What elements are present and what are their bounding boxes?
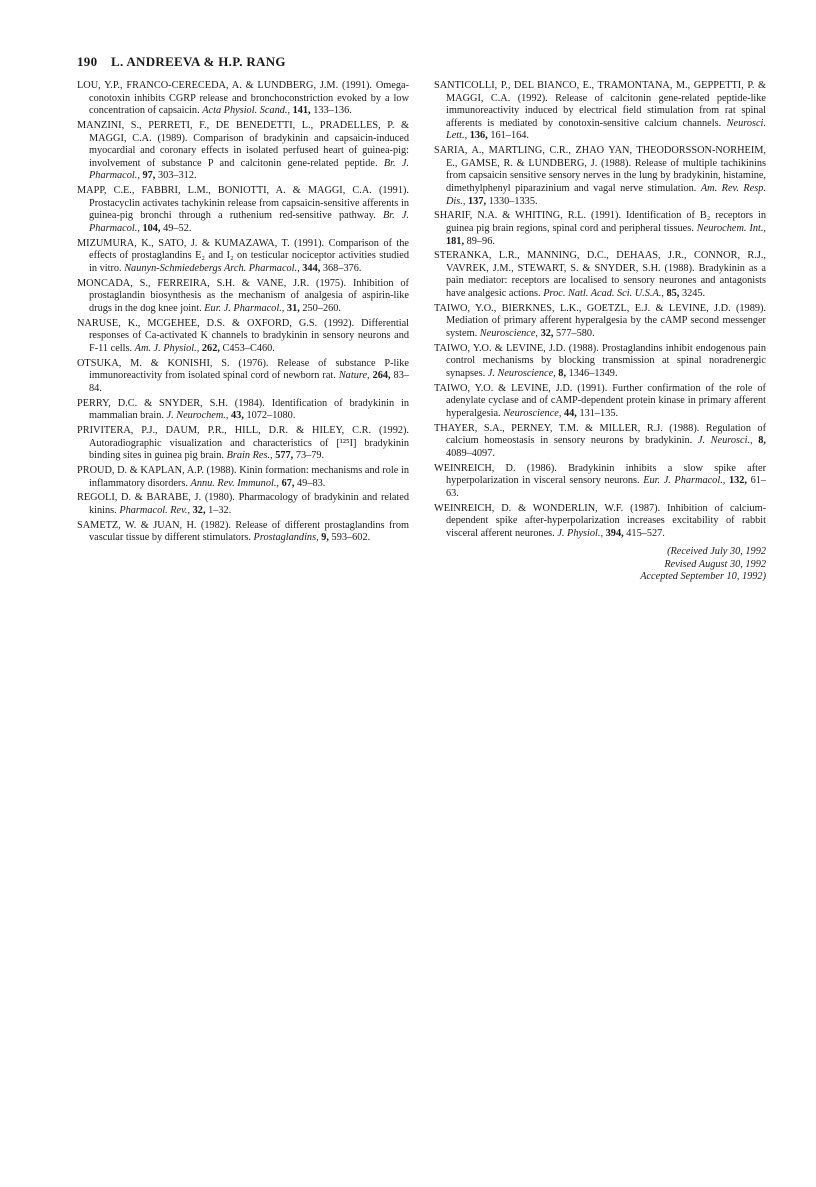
reference-pages: 1–32. bbox=[208, 504, 232, 516]
reference-volume: 132, bbox=[728, 475, 747, 487]
reference-authors: MANZINI, S., PERRETI, F., DE BENEDETTI, L., PRADELLES, P. & MAGGI, C.A. (1989). bbox=[77, 119, 409, 144]
reference-volume: 262, bbox=[201, 342, 220, 354]
reference-title: Prostacyclin activates tachykinin release from capsaicin-sensitive afferents in guinea-pig bronchi through a ruthenium red-sensitive pathway. bbox=[89, 197, 409, 222]
reference-title: Regulation of calcium homeostasis in sensory neurons by bradykinin. bbox=[446, 422, 766, 447]
reference-title: Identification of B₂ receptors in guinea pig brain regions, spinal cord and peripheral tissues. bbox=[446, 210, 767, 234]
reference-journal: Pharmacol. Rev., bbox=[119, 504, 191, 516]
reference-title: Release of substance P-like immunoreactivity from isolated spinal cord of newborn rat. bbox=[89, 357, 409, 382]
reference-title: Omega-conotoxin inhibits CGRP release and bronchoconstriction evoked by a low concentration of capsaicin. bbox=[89, 80, 409, 117]
reference-pages: 415–527. bbox=[626, 527, 665, 539]
page-number: 190 bbox=[77, 54, 98, 69]
reference-journal: J. Neurochem., bbox=[166, 410, 229, 422]
reference-title: Bradykinin as a pain mediator: receptors are localised to sensory neurones and antagonists have analgesic actions. bbox=[446, 262, 766, 300]
reference-authors: TAIWO, Y.O., BIERKNES, L.K., GOETZL, E.J. & LEVINE, J.D. (1989). bbox=[434, 302, 766, 314]
reference-journal: Neurochem. Int., bbox=[696, 222, 766, 234]
reference-title: Mediation of primary afferent hyperalgesia by the cAMP second messenger system. bbox=[446, 315, 766, 340]
reference-volume: 67, bbox=[281, 477, 295, 489]
reference-pages: 83–84. bbox=[89, 370, 409, 394]
reference-volume: 44, bbox=[564, 407, 577, 419]
reference-pages: 1072–1080. bbox=[246, 410, 296, 422]
reference-volume: 8, bbox=[758, 435, 767, 447]
reference-title: Comparison of bradykinin and capsaicin-induced myocardial and coronary effects in isolated perfused heart of guinea-pig: involvement of substance P and calcitonin gene-related peptide. bbox=[89, 132, 409, 169]
reference-entry bbox=[77, 492, 409, 517]
reference-journal: Neuroscience, bbox=[479, 328, 538, 340]
reference-entry bbox=[434, 463, 766, 501]
reference-entry bbox=[434, 503, 766, 541]
reference-authors: REGOLI, D. & BARABE, J. (1980). bbox=[77, 492, 235, 504]
reference-journal: Proc. Natl. Acad. Sci. U.S.A., bbox=[543, 288, 664, 300]
reference-volume: 8, bbox=[558, 368, 567, 379]
reference-pages: 133–136. bbox=[313, 105, 352, 117]
reference-pages: 49–83. bbox=[297, 477, 326, 489]
running-title: L. ANDREEVA & H.P. RANG bbox=[110, 54, 286, 69]
reference-volume: 97, bbox=[142, 170, 156, 182]
reference-pages: 577–580. bbox=[556, 328, 595, 340]
reference-pages: 89–96. bbox=[466, 235, 495, 247]
reference-entry bbox=[77, 318, 409, 356]
reference-pages: 303–312. bbox=[157, 170, 197, 182]
reference-title: Release of multiple tachikinins from capsaicin sensitive sensory nerves in the lung by bradykinin, histamine, dimethylphenyl piparazinium and vagal nerve stimulation. bbox=[446, 157, 766, 194]
reference-entry bbox=[434, 303, 766, 341]
reference-journal: Br. J. Pharmacol., bbox=[89, 210, 410, 234]
reference-volume: 136, bbox=[469, 130, 488, 142]
reference-authors: PROUD, D. & KAPLAN, A.P. (1988). bbox=[77, 464, 237, 476]
reference-volume: 141, bbox=[292, 105, 311, 117]
reference-pages: 593–602. bbox=[331, 532, 371, 544]
reference-entry bbox=[77, 398, 409, 423]
reference-authors: TAIWO, Y.O. & LEVINE, J.D. (1991). bbox=[434, 382, 608, 394]
reference-volume: 264, bbox=[372, 370, 391, 382]
reference-volume: 9, bbox=[321, 532, 329, 544]
accepted-date: Accepted September 10, 1992) bbox=[640, 571, 766, 583]
reference-journal: Annu. Rev. Immunol., bbox=[190, 477, 279, 489]
reference-journal: Prostaglandins, bbox=[253, 532, 319, 544]
reference-volume: 31, bbox=[286, 302, 300, 314]
reference-authors: WEINREICH, D. (1986). bbox=[434, 462, 557, 474]
reference-title: Prostaglandins inhibit endogenous pain control mechanisms by blocking transmission at spinal noradrenergic synapses. bbox=[446, 342, 766, 379]
reference-pages: 4089–4097. bbox=[446, 447, 495, 459]
reference-title: Release of different prostaglandins from vascular tissue by different stimulators. bbox=[89, 519, 409, 544]
reference-journal: Neurosci. Lett., bbox=[446, 117, 766, 142]
reference-journal: Eur. J. Pharmacol., bbox=[204, 302, 285, 314]
reference-journal: J. Physiol., bbox=[557, 527, 604, 539]
reference-entry bbox=[77, 520, 409, 545]
reference-volume: 32, bbox=[540, 328, 554, 340]
reference-journal: J. Neurosci., bbox=[697, 435, 753, 447]
reference-authors: PRIVITERA, P.J., DAUM, P.R., HILL, D.R. & HILEY, C.R. (1992). bbox=[77, 424, 409, 436]
reference-entry bbox=[434, 383, 766, 421]
reference-volume: 32, bbox=[192, 504, 206, 516]
reference-title: Inhibition of prostaglandin biosynthesis as the mechanism of analgesia of aspirin-like drugs in the dog knee joint. bbox=[89, 277, 409, 314]
reference-volume: 344, bbox=[302, 262, 321, 274]
reference-entry bbox=[77, 278, 409, 316]
reference-journal: Acta Physiol. Scand., bbox=[202, 105, 291, 117]
reference-authors: THAYER, S.A., PERNEY, T.M. & MILLER, R.J. (1988). bbox=[434, 422, 700, 434]
reference-authors: MONCADA, S., FERREIRA, S.H. & VANE, J.R. (1975). bbox=[77, 277, 347, 289]
reference-authors: SANTICOLLI, P., DEL BIANCO, E., TRAMONTANA, M., GEPPETTI, P. & MAGGI, C.A. (1992). bbox=[434, 80, 766, 104]
reference-entry bbox=[434, 423, 766, 461]
reference-entry bbox=[77, 238, 409, 276]
reference-pages: 131–135. bbox=[579, 407, 619, 419]
reference-pages: 161–164. bbox=[490, 130, 529, 142]
reference-pages: 3245. bbox=[681, 288, 706, 300]
reference-pages: 368–376. bbox=[322, 262, 362, 274]
reference-title: Identification of bradykinin in mammalian brain. bbox=[89, 397, 410, 422]
reference-title: Kinin formation: mechanisms and role in inflammatory disorders. bbox=[89, 464, 409, 489]
reference-volume: 104, bbox=[142, 222, 161, 234]
reference-column-left bbox=[77, 80, 409, 547]
reference-journal: J. Neuroscience, bbox=[487, 368, 556, 379]
reference-entry bbox=[77, 120, 409, 183]
reference-entry bbox=[77, 465, 409, 490]
reference-title: Further confirmation of the role of adenylate cyclase and of cAMP-dependent protein kinase in primary afferent hyperalgesia. bbox=[446, 382, 766, 419]
reference-entry bbox=[434, 80, 766, 143]
revised-date: Revised August 30, 1992 bbox=[664, 558, 766, 570]
reference-pages: 49–52. bbox=[163, 222, 192, 234]
received-dates bbox=[560, 546, 766, 584]
reference-authors: PERRY, D.C. & SNYDER, S.H. (1984). bbox=[77, 397, 265, 409]
reference-journal: Eur. J. Pharmacol., bbox=[643, 475, 726, 487]
reference-authors: SARIA, A., MARTLING, C.R., ZHAO YAN, THEODORSSON-NORHEIM, E., GAMSE, R. & LUNDBERG, J. (1988). bbox=[434, 145, 766, 169]
reference-title: Pharmacology of bradykinin and related kinins. bbox=[89, 492, 409, 516]
reference-volume: 577, bbox=[275, 450, 294, 462]
reference-entry bbox=[77, 425, 409, 463]
reference-pages: 250–260. bbox=[302, 302, 341, 314]
reference-pages: 73–79. bbox=[295, 450, 325, 462]
reference-authors: NARUSE, K., MCGEHEE, D.S. & OXFORD, G.S. (1992). bbox=[77, 317, 355, 329]
reference-volume: 43, bbox=[231, 410, 244, 422]
reference-authors: OTSUKA, M. & KONISHI, S. (1976). bbox=[77, 357, 269, 369]
reference-entry bbox=[434, 343, 766, 381]
received-date: (Received July 30, 1992 bbox=[667, 546, 766, 557]
reference-authors: SAMETZ, W. & JUAN, H. (1982). bbox=[77, 519, 231, 531]
reference-column-right bbox=[434, 80, 766, 543]
reference-title: Comparison of the effects of prostaglandins E₂ and I₂ on testicular nociceptor activities studied in vitro. bbox=[89, 237, 409, 274]
reference-journal: Nature, bbox=[338, 370, 370, 382]
reference-entry bbox=[77, 185, 409, 235]
reference-entry bbox=[434, 250, 766, 300]
reference-authors: STERANKA, L.R., MANNING, D.C., DEHAAS, J.R., CONNOR, R.J., VAVREK, J.M., STEWART, S. & SNYDER, S.H. (1988). bbox=[434, 250, 766, 274]
reference-authors: SHARIF, N.A. & WHITING, R.L. (1991). bbox=[434, 210, 622, 222]
reference-journal: Brain Res., bbox=[226, 450, 273, 462]
reference-journal: Br. J. Pharmacol., bbox=[89, 157, 410, 182]
reference-volume: 394, bbox=[605, 527, 624, 539]
reference-journal: Am. Rev. Resp. Dis., bbox=[446, 182, 766, 207]
reference-authors: MAPP, C.E., FABBRI, L.M., BONIOTTI, A. & MAGGI, C.A. (1991). bbox=[77, 185, 409, 197]
reference-title: Inhibition of calcium-dependent spike after-hyperpolarization increases excitability of rabbit visceral afferent neurones. bbox=[446, 502, 767, 539]
reference-pages: 1346–1349. bbox=[568, 368, 618, 379]
reference-volume: 137, bbox=[468, 195, 487, 207]
reference-title: Autoradiographic visualization and characteristics of [¹²⁵I] bradykinin binding sites in guinea pig brain. bbox=[89, 437, 409, 462]
reference-pages: 1330–1335. bbox=[488, 195, 538, 207]
reference-title: Differential responses of Ca-activated K channels to bradykinin in sensory neurons and F-11 cells. bbox=[89, 317, 410, 354]
reference-authors: LOU, Y.P., FRANCO-CERECEDA, A. & LUNDBERG, J.M. (1991). bbox=[77, 80, 372, 91]
reference-entry bbox=[77, 358, 409, 396]
reference-title: Bradykinin inhibits a slow spike after hyperpolarization in visceral sensory neurons. bbox=[446, 462, 767, 487]
reference-journal: Naunyn-Schmiedebergs Arch. Pharmacol., bbox=[124, 262, 300, 274]
reference-volume: 85, bbox=[666, 288, 680, 300]
reference-authors: MIZUMURA, K., SATO, J. & KUMAZAWA, T. (1991). bbox=[77, 237, 325, 249]
reference-pages: 61–63. bbox=[446, 475, 767, 499]
reference-journal: Neuroscience, bbox=[503, 407, 562, 419]
reference-pages: C453–C460. bbox=[222, 342, 275, 354]
reference-entry bbox=[77, 80, 409, 118]
running-header bbox=[77, 54, 286, 70]
reference-title: Release of calcitonin gene-related peptide-like immunoreactivity induced by electrical field stimulation from rat spinal afferents is mediated by conotoxin-sensitive calcium channels. bbox=[446, 92, 767, 129]
reference-volume: 181, bbox=[446, 235, 465, 247]
reference-authors: WEINREICH, D. & WONDERLIN, W.F. (1987). bbox=[434, 502, 661, 514]
reference-entry bbox=[434, 210, 766, 248]
reference-authors: TAIWO, Y.O. & LEVINE, J.D. (1988). bbox=[434, 342, 599, 354]
reference-entry bbox=[434, 145, 766, 208]
reference-journal: Am. J. Physiol., bbox=[134, 342, 200, 354]
